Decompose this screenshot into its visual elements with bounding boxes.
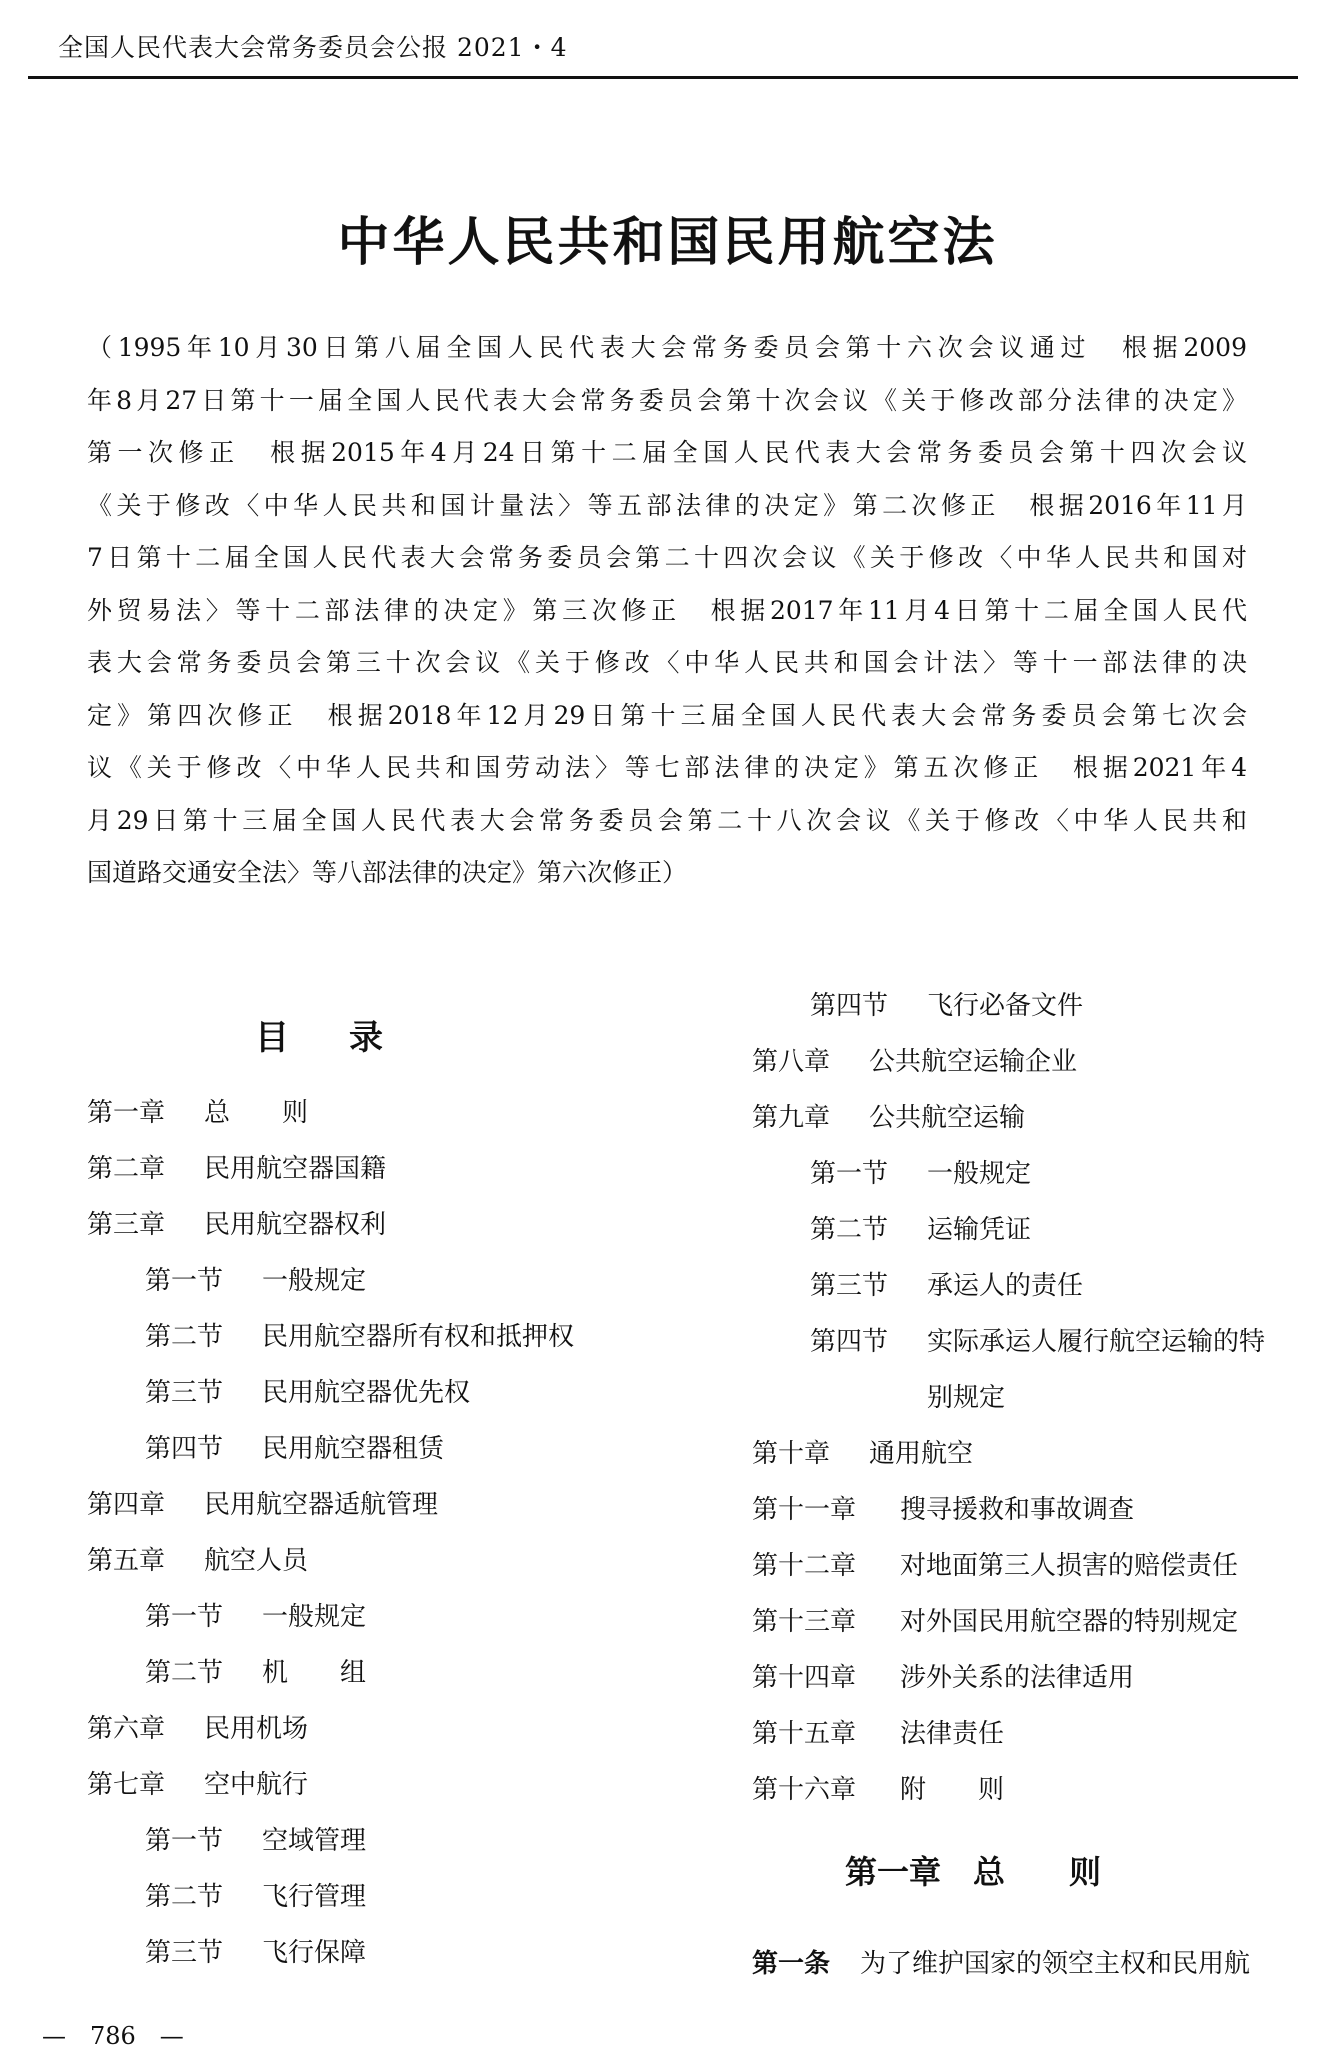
- history-line: 国道路交通安全法〉等八部法律的决定》第六次修正）: [87, 858, 688, 887]
- history-line: 7日第十二届全国人民代表大会常务委员会第二十四次会议《关于修改〈中华人民共和国对: [87, 543, 1247, 572]
- law-title: 中华人民共和国民用航空法: [337, 213, 998, 273]
- toc-entry-name: 民用航空器国籍: [204, 1154, 387, 1184]
- toc-entry[interactable]: [145, 1429, 445, 1469]
- toc-entry[interactable]: [145, 1821, 367, 1861]
- toc-entry[interactable]: [87, 1093, 309, 1133]
- history-line: 年8月27日第十一届全国人民代表大会常务委员会第十次会议《关于修改部分法律的决定》: [87, 385, 1247, 415]
- toc-entry-name: 一般规定: [927, 1159, 1032, 1189]
- toc-entry[interactable]: [810, 986, 1084, 1026]
- article-1-text: 为了维护国家的领空主权和民用航: [860, 1949, 1251, 1979]
- toc-entry[interactable]: [752, 1042, 1078, 1082]
- toc-entry-name: 对外国民用航空器的特别规定: [900, 1607, 1239, 1637]
- toc-entry-name: 机 组: [262, 1658, 367, 1688]
- toc-entry-name: 对地面第三人损害的赔偿责任: [900, 1551, 1239, 1581]
- toc-entry-name: 公共航空运输: [869, 1103, 1026, 1133]
- toc-entry[interactable]: [752, 1658, 1135, 1698]
- toc-entry[interactable]: [145, 1877, 367, 1917]
- toc-entry-label: 第四章: [87, 1490, 166, 1520]
- toc-entry[interactable]: [145, 1653, 367, 1693]
- history-line: 第一次修正 根据2015年4月24日第十二届全国人民代表大会常务委员会第十四次会议: [87, 438, 1247, 467]
- toc-entry[interactable]: [145, 1317, 575, 1357]
- toc-entry-name: 民用航空器所有权和抵押权: [262, 1322, 575, 1352]
- toc-entry-label: 第六章: [87, 1714, 166, 1744]
- toc-entry-label: 第四节: [145, 1434, 224, 1464]
- toc-entry[interactable]: [752, 1546, 1239, 1586]
- history-line: 定》第四次修正 根据2018年12月29日第十三届全国人民代表大会常务委员会第七次会: [87, 700, 1247, 730]
- toc-title: 目录: [255, 1018, 443, 1058]
- toc-entry[interactable]: [145, 1933, 367, 1973]
- page-number: — 786 —: [42, 2022, 184, 2050]
- toc-entry-name: 实际承运人履行航空运输的特: [927, 1327, 1266, 1357]
- toc-entry-label: 第二章: [87, 1154, 166, 1184]
- history-line: 议《关于修改〈中华人民共和国劳动法〉等七部法律的决定》第五次修正 根据2021年4: [87, 753, 1247, 782]
- toc-entry-label: 第九章: [752, 1103, 831, 1133]
- toc-entry-label: 第三节: [810, 1271, 889, 1301]
- toc-entry-label: 第十二章: [752, 1551, 857, 1581]
- toc-entry-label: 第四节: [810, 991, 889, 1021]
- toc-entry-label: 第一章: [87, 1098, 166, 1128]
- toc-entry-name: 一般规定: [262, 1266, 367, 1296]
- toc-entry-name: 涉外关系的法律适用: [900, 1663, 1135, 1693]
- toc-entry[interactable]: [87, 1149, 387, 1189]
- toc-entry-label: 第五章: [87, 1546, 166, 1576]
- toc-entry-label: 第二节: [145, 1658, 224, 1688]
- toc-entry-name: 民用机场: [204, 1714, 309, 1744]
- toc-entry-name: 飞行保障: [262, 1938, 367, 1968]
- toc-entry[interactable]: [87, 1205, 387, 1245]
- toc-entry[interactable]: [87, 1765, 309, 1805]
- toc-entry-label: 第一节: [145, 1266, 224, 1296]
- toc-entry-label: 第十四章: [752, 1663, 857, 1693]
- chapter-1-heading: 第一章 总 则: [845, 1853, 1102, 1891]
- toc-entry-label: 第十六章: [752, 1775, 857, 1805]
- toc-entry-name: 民用航空器优先权: [262, 1378, 471, 1408]
- page-header: [28, 18, 1298, 79]
- toc-entry[interactable]: [752, 1714, 1005, 1754]
- toc-entry-label: 第八章: [752, 1047, 831, 1077]
- toc-entry-name: 承运人的责任: [927, 1271, 1084, 1301]
- toc-entry[interactable]: [87, 1541, 309, 1581]
- toc-entry-label: 第十章: [752, 1439, 831, 1469]
- toc-entry-name: 搜寻援救和事故调查: [900, 1495, 1135, 1525]
- toc-entry[interactable]: [810, 1266, 1084, 1306]
- article-1-label: 第一条: [752, 1949, 831, 1979]
- history-line: 月29日第十三届全国人民代表大会常务委员会第二十八次会议《关于修改〈中华人民共和: [87, 805, 1247, 835]
- toc-entry[interactable]: [752, 1490, 1135, 1530]
- toc-entry-name: 法律责任: [900, 1719, 1005, 1749]
- toc-entry-label: 第三节: [145, 1938, 224, 1968]
- toc-entry-name: 民用航空器权利: [204, 1210, 387, 1240]
- article-1: [752, 1943, 1250, 1980]
- toc-entry-label: 第二节: [145, 1322, 224, 1352]
- toc-entry-label: 第十五章: [752, 1719, 857, 1749]
- toc-entry[interactable]: [145, 1597, 367, 1637]
- amendment-history: [87, 322, 1247, 900]
- toc-entry[interactable]: [810, 1154, 1032, 1194]
- toc-entry-label: 第二节: [145, 1882, 224, 1912]
- toc-entry-name: 通用航空: [869, 1439, 974, 1469]
- toc-entry-label: 第十三章: [752, 1607, 857, 1637]
- toc-entry[interactable]: [145, 1373, 471, 1413]
- toc-entry[interactable]: [752, 1602, 1239, 1642]
- history-line: （1995年10月30日第八届全国人民代表大会常务委员会第十六次会议通过 根据2009: [87, 333, 1247, 362]
- toc-entry-name: 飞行管理: [262, 1882, 367, 1912]
- toc-entry-name: 空中航行: [204, 1770, 309, 1800]
- toc-entry[interactable]: [87, 1709, 309, 1749]
- toc-entry[interactable]: [810, 1210, 1032, 1250]
- toc-entry[interactable]: [752, 1434, 974, 1474]
- history-line: 《关于修改〈中华人民共和国计量法〉等五部法律的决定》第二次修正 根据2016年11月: [87, 490, 1247, 520]
- toc-entry-label: 第三节: [145, 1378, 224, 1408]
- toc-entry[interactable]: [87, 1485, 439, 1525]
- header-text: 全国人民代表大会常务委员会公报 2021・4: [58, 33, 568, 62]
- toc-entry-name: 民用航空器租赁: [262, 1434, 445, 1464]
- history-line: 表大会常务委员会第三十次会议《关于修改〈中华人民共和国会计法〉等十一部法律的决: [87, 648, 1247, 677]
- toc-entry-name: 附 则: [900, 1775, 1005, 1805]
- toc-entry-label: 第七章: [87, 1770, 166, 1800]
- toc-entry-name: 民用航空器适航管理: [204, 1490, 439, 1520]
- toc-entry-name: 别规定: [927, 1383, 1006, 1413]
- history-line: 外贸易法〉等十二部法律的决定》第三次修正 根据2017年11月4日第十二届全国人民代: [87, 595, 1247, 625]
- toc-entry-name: 一般规定: [262, 1602, 367, 1632]
- toc-entry-label: 第三章: [87, 1210, 166, 1240]
- toc-entry-label: 第四节: [810, 1327, 889, 1357]
- toc-entry[interactable]: [752, 1098, 1026, 1138]
- toc-entry-label: 第一节: [145, 1602, 224, 1632]
- toc-entry-label: 第一节: [810, 1159, 889, 1189]
- toc-entry-name: 航空人员: [204, 1546, 309, 1576]
- toc-entry[interactable]: [145, 1261, 367, 1301]
- toc-entry-name: 飞行必备文件: [927, 991, 1084, 1021]
- toc-entry-label: 第二节: [810, 1215, 889, 1245]
- toc-entry[interactable]: [810, 1322, 1266, 1362]
- toc-entry-label: 第一节: [145, 1826, 224, 1856]
- toc-entry[interactable]: [752, 1770, 1005, 1810]
- toc-entry-name: 公共航空运输企业: [869, 1047, 1078, 1077]
- toc-entry-name: 空域管理: [262, 1826, 367, 1856]
- toc-entry-name: 总 则: [204, 1098, 309, 1128]
- toc-entry-name: 运输凭证: [927, 1215, 1032, 1245]
- toc-entry-label: 第十一章: [752, 1495, 857, 1525]
